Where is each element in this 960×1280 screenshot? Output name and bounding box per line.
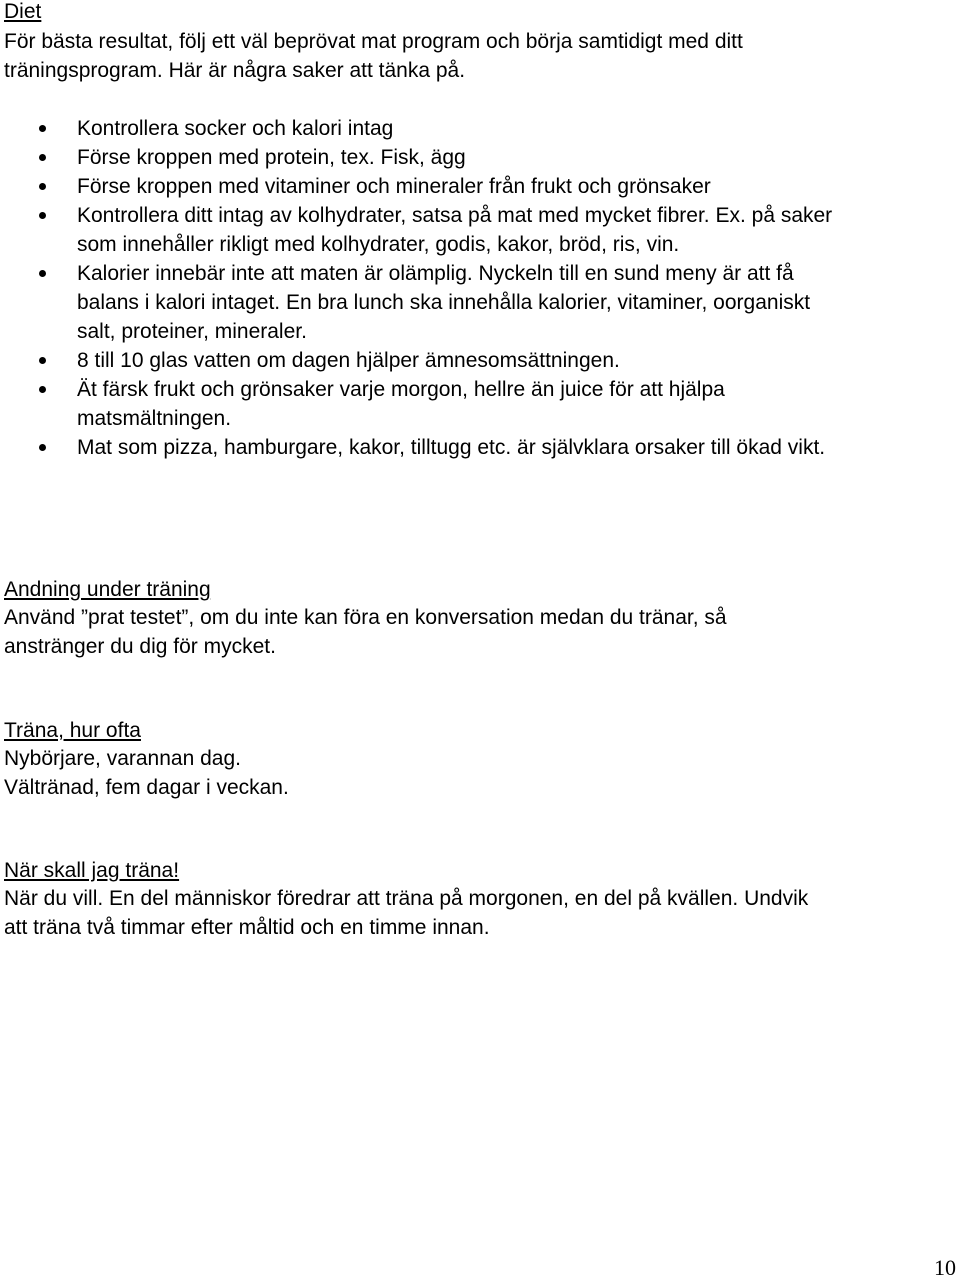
bullet-icon [39, 212, 46, 219]
list-item-text: Kontrollera socker och kalori intag [77, 117, 394, 140]
bullet-icon [39, 183, 46, 190]
bullet-icon [39, 125, 46, 132]
when-heading: När skall jag träna! [4, 859, 180, 882]
list-item-text: salt, proteiner, mineraler. [77, 320, 307, 343]
diet-heading: Diet [4, 0, 42, 23]
list-item-text: som innehåller rikligt med kolhydrater, godis, kakor, bröd, ris, vin. [77, 233, 680, 256]
bullet-icon [39, 357, 46, 364]
diet-intro-line: träningsprogram. Här är några saker att tänka på. [4, 59, 466, 82]
list-item-text: Kalorier innebär inte att maten är olämplig. Nyckeln till en sund meny är att få [77, 262, 794, 285]
list-item-text: Mat som pizza, hamburgare, kakor, tilltugg etc. är självklara orsaker till ökad vikt. [77, 436, 826, 459]
bullet-icon [39, 270, 46, 277]
list-item-text: Förse kroppen med protein, tex. Fisk, ägg [77, 146, 466, 169]
list-item [0, 143, 960, 172]
page-number: 10 [934, 1255, 956, 1280]
bullet-icon [39, 154, 46, 161]
diet-intro [4, 27, 954, 85]
list-item [0, 346, 960, 375]
paragraph-line: Vältränad, fem dagar i veckan. [4, 776, 289, 799]
bullet-icon [39, 444, 46, 451]
list-item [0, 259, 960, 346]
diet-bullet-list [0, 114, 960, 462]
list-item [0, 114, 960, 143]
list-item [0, 375, 960, 433]
list-item-text: balans i kalori intaget. En bra lunch ska innehålla kalorier, vitaminer, oorganiskt [77, 291, 811, 314]
list-item [0, 201, 960, 259]
list-item-text: Förse kroppen med vitaminer och mineraler från frukt och grönsaker [77, 175, 711, 198]
list-item-text: Ät färsk frukt och grönsaker varje morgon, hellre än juice för att hjälpa [77, 378, 725, 401]
paragraph-line: anstränger du dig för mycket. [4, 635, 276, 658]
frequency-heading: Träna, hur ofta [4, 719, 141, 742]
paragraph-line: Använd ”prat testet”, om du inte kan föra en konversation medan du tränar, så [4, 606, 727, 629]
bullet-icon [39, 386, 46, 393]
frequency-paragraph [4, 744, 954, 802]
diet-intro-line: För bästa resultat, följ ett väl beprövat mat program och börja samtidigt med ditt [4, 30, 743, 53]
list-item [0, 433, 960, 462]
paragraph-line: När du vill. En del människor föredrar att träna på morgonen, en del på kvällen. Undvik [4, 887, 809, 910]
when-paragraph [4, 884, 954, 942]
list-item-text: Kontrollera ditt intag av kolhydrater, satsa på mat med mycket fibrer. Ex. på saker [77, 204, 833, 227]
breathing-paragraph [4, 603, 954, 661]
list-item [0, 172, 960, 201]
list-item-text: 8 till 10 glas vatten om dagen hjälper ämnesomsättningen. [77, 349, 620, 372]
paragraph-line: Nybörjare, varannan dag. [4, 747, 241, 770]
breathing-heading: Andning under träning [4, 578, 211, 601]
paragraph-line: att träna två timmar efter måltid och en timme innan. [4, 916, 490, 939]
list-item-text: matsmältningen. [77, 407, 232, 430]
